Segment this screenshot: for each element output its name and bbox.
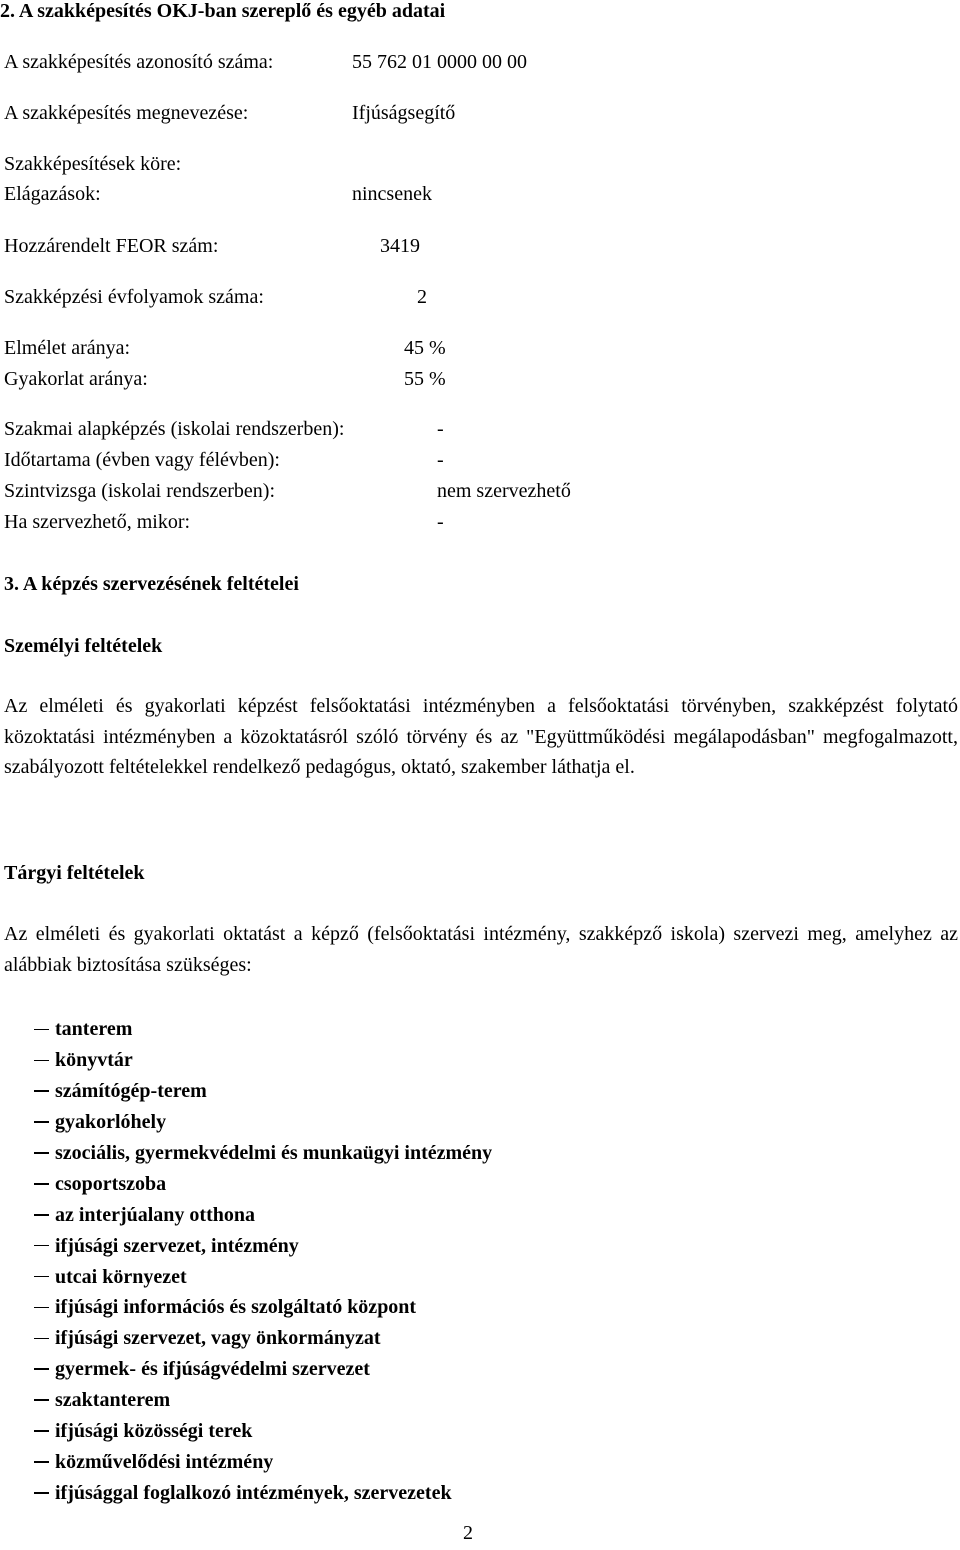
required-facilities-list [34, 1014, 492, 1508]
list-item: az interjúalany otthona [34, 1199, 492, 1230]
dash-bullet-icon [34, 1461, 49, 1463]
row-value-branches: nincsenek [352, 183, 432, 205]
personal-conditions-text: Az elméleti és gyakorlati képzést felsőoktatási intézményben a felsőoktatási törvényben, szakképzést folytató közoktatási intézményben a közoktatásról szóló törvény és az "Együttműködési megálapodásban" megfogalmazott, szabályozott feltételekkel rendelkező pedagógus, oktató, szakember láthatja el. [4, 695, 958, 778]
row-value-theory: 45 % [404, 337, 446, 359]
row-label-id: A szakképesítés azonosító száma: [4, 51, 274, 73]
list-item: ifjúsági információs és szolgáltató központ [34, 1292, 492, 1323]
dash-bullet-icon [34, 1245, 49, 1247]
list-item: csoportszoba [34, 1168, 492, 1199]
dash-bullet-icon [34, 1399, 49, 1401]
row-label-practice: Gyakorlat aránya: [4, 368, 148, 390]
row-label-name: A szakképesítés megnevezése: [4, 102, 249, 124]
list-item: utcai környezet [34, 1261, 492, 1292]
row-value-when: - [437, 511, 444, 533]
list-item: számítógép-terem [34, 1076, 492, 1107]
row-value-id: 55 762 01 0000 00 00 [352, 51, 527, 73]
list-item: ifjúsági szervezet, vagy önkormányzat [34, 1323, 492, 1354]
row-label-scope: Szakképesítések köre: [4, 153, 182, 175]
material-conditions-text: Az elméleti és gyakorlati oktatást a képző (felsőoktatási intézmény, szakképző iskola) szervezi meg, amelyhez az alábbiak biztosítása szükséges: [4, 923, 958, 976]
list-item: gyakorlóhely [34, 1107, 492, 1138]
row-value-practice: 55 % [404, 368, 446, 390]
personal-conditions-heading: Személyi feltételek [4, 635, 163, 657]
dash-bullet-icon [34, 1276, 49, 1278]
list-item: tanterem [34, 1014, 492, 1045]
row-value-feor: 3419 [380, 235, 420, 257]
list-item: könyvtár [34, 1045, 492, 1076]
row-value-years: 2 [417, 286, 427, 308]
row-value-level-exam: nem szervezhető [437, 480, 571, 502]
list-item: szociális, gyermekvédelmi és munkaügyi intézmény [34, 1138, 492, 1169]
dash-bullet-icon [34, 1430, 49, 1432]
dash-bullet-icon [34, 1183, 49, 1185]
section-3-heading: 3. A képzés szervezésének feltételei [4, 573, 299, 595]
list-item: ifjúsági szervezet, intézmény [34, 1230, 492, 1261]
dash-bullet-icon [34, 1121, 49, 1123]
dash-bullet-icon [34, 1368, 49, 1370]
section-2-heading: 2. A szakképesítés OKJ-ban szereplő és egyéb adatai [0, 0, 446, 22]
dash-bullet-icon [34, 1152, 49, 1154]
dash-bullet-icon [34, 1338, 49, 1340]
list-item: ifjúsági közösségi terek [34, 1416, 492, 1447]
row-label-basic-training: Szakmai alapképzés (iskolai rendszerben): [4, 418, 345, 440]
dash-bullet-icon [34, 1307, 49, 1309]
row-label-branches: Elágazások: [4, 183, 101, 205]
row-label-years: Szakképzési évfolyamok száma: [4, 286, 264, 308]
dash-bullet-icon [34, 1060, 49, 1062]
dash-bullet-icon [34, 1029, 49, 1031]
list-item: ifjúsággal foglalkozó intézmények, szervezetek [34, 1477, 492, 1508]
row-label-duration: Időtartama (évben vagy félévben): [4, 449, 280, 471]
row-label-level-exam: Szintvizsga (iskolai rendszerben): [4, 480, 276, 502]
row-value-basic-training: - [437, 418, 444, 440]
list-item: gyermek- és ifjúságvédelmi szervezet [34, 1354, 492, 1385]
dash-bullet-icon [34, 1492, 49, 1494]
row-label-feor: Hozzárendelt FEOR szám: [4, 235, 219, 257]
dash-bullet-icon [34, 1214, 49, 1216]
list-item: szaktanterem [34, 1385, 492, 1416]
row-label-when: Ha szervezhető, mikor: [4, 511, 191, 533]
row-value-name: Ifjúságsegítő [352, 102, 456, 124]
row-label-theory: Elmélet aránya: [4, 337, 131, 359]
page-number: 2 [463, 1522, 473, 1544]
dash-bullet-icon [34, 1090, 49, 1092]
list-item: közművelődési intézmény [34, 1446, 492, 1477]
row-value-duration: - [437, 449, 444, 471]
material-conditions-heading: Tárgyi feltételek [4, 862, 145, 884]
